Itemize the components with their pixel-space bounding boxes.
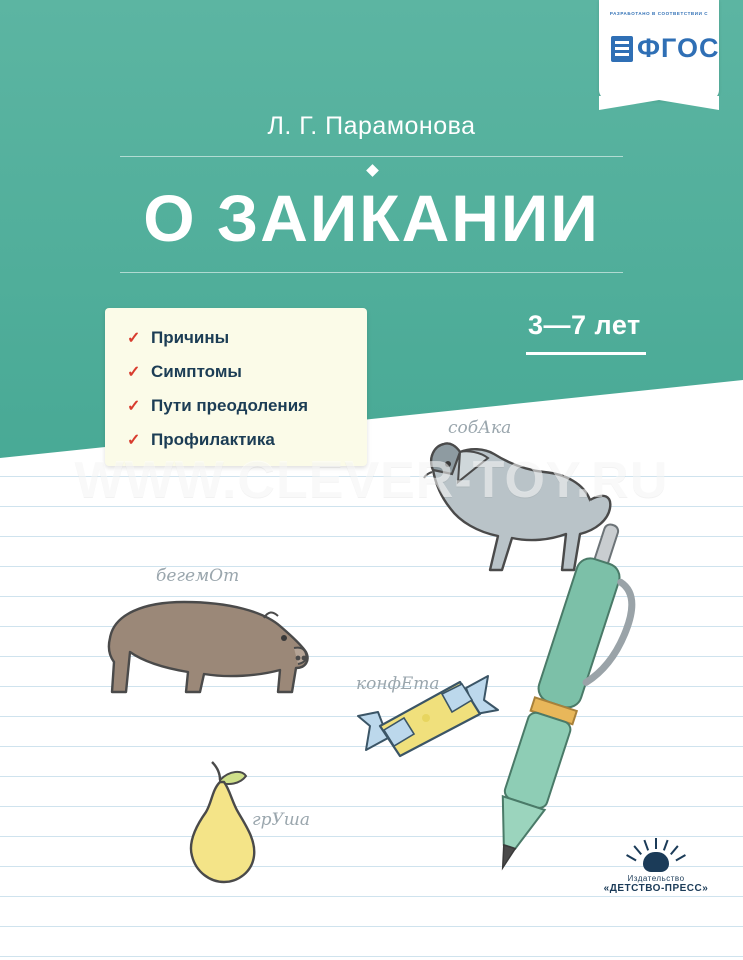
list-item-label: Пути преодоления [151,396,309,415]
check-icon: ✓ [127,330,141,347]
check-icon: ✓ [127,432,141,449]
fgos-book-icon [611,36,633,62]
rule-line [0,896,743,897]
hippo-illustration [88,588,318,708]
sun-face [643,852,669,872]
list-item-label: Симптомы [151,362,242,381]
sun-ray [643,840,649,851]
check-icon: ✓ [127,398,141,415]
pen-illustration [480,498,660,888]
label-begemot: бегемОт [156,566,240,586]
list-item-label: Профилактика [151,430,275,449]
age-range-label: 3—7 лет [528,310,641,340]
fgos-badge [599,0,719,100]
list-item-label: Причины [151,328,230,347]
sun-ray [670,845,679,855]
publisher-line1: Издательство [627,874,685,883]
author-name: Л. Г. Парамонова [267,112,476,140]
publisher-line2: «ДЕТСТВО-ПРЕСС» [603,883,709,894]
sun-ray [663,840,669,851]
rule-line [0,476,743,477]
divider-bottom [120,272,623,273]
publisher-logo [591,838,721,894]
check-icon: ✓ [127,364,141,381]
divider-top [120,156,623,157]
sun-ray [626,854,637,861]
features-card [105,308,367,466]
fgos-badge-acronym: ФГОС [637,33,720,63]
features-list [105,308,367,450]
sun-ray [633,845,642,855]
label-konfeta: конфЕта [356,674,440,694]
sun-ray [655,838,657,849]
list-item [127,396,367,416]
label-grusha: грУша [252,810,310,830]
fgos-badge-caption: РАЗРАБОТАНО В СООТВЕТСТВИИ С [609,11,709,16]
watermark: WWW.CLEVER-TOY.RU [74,451,669,509]
list-item [127,328,367,348]
rule-line [0,926,743,927]
book-title: О ЗАИКАНИИ [143,181,600,255]
list-item [127,430,367,450]
label-sobaka: собАка [448,418,512,438]
rule-line [0,956,743,957]
sun-ray [675,854,686,861]
list-item [127,362,367,382]
sunrise-logo-icon [629,838,683,872]
age-range-underline [526,352,646,355]
